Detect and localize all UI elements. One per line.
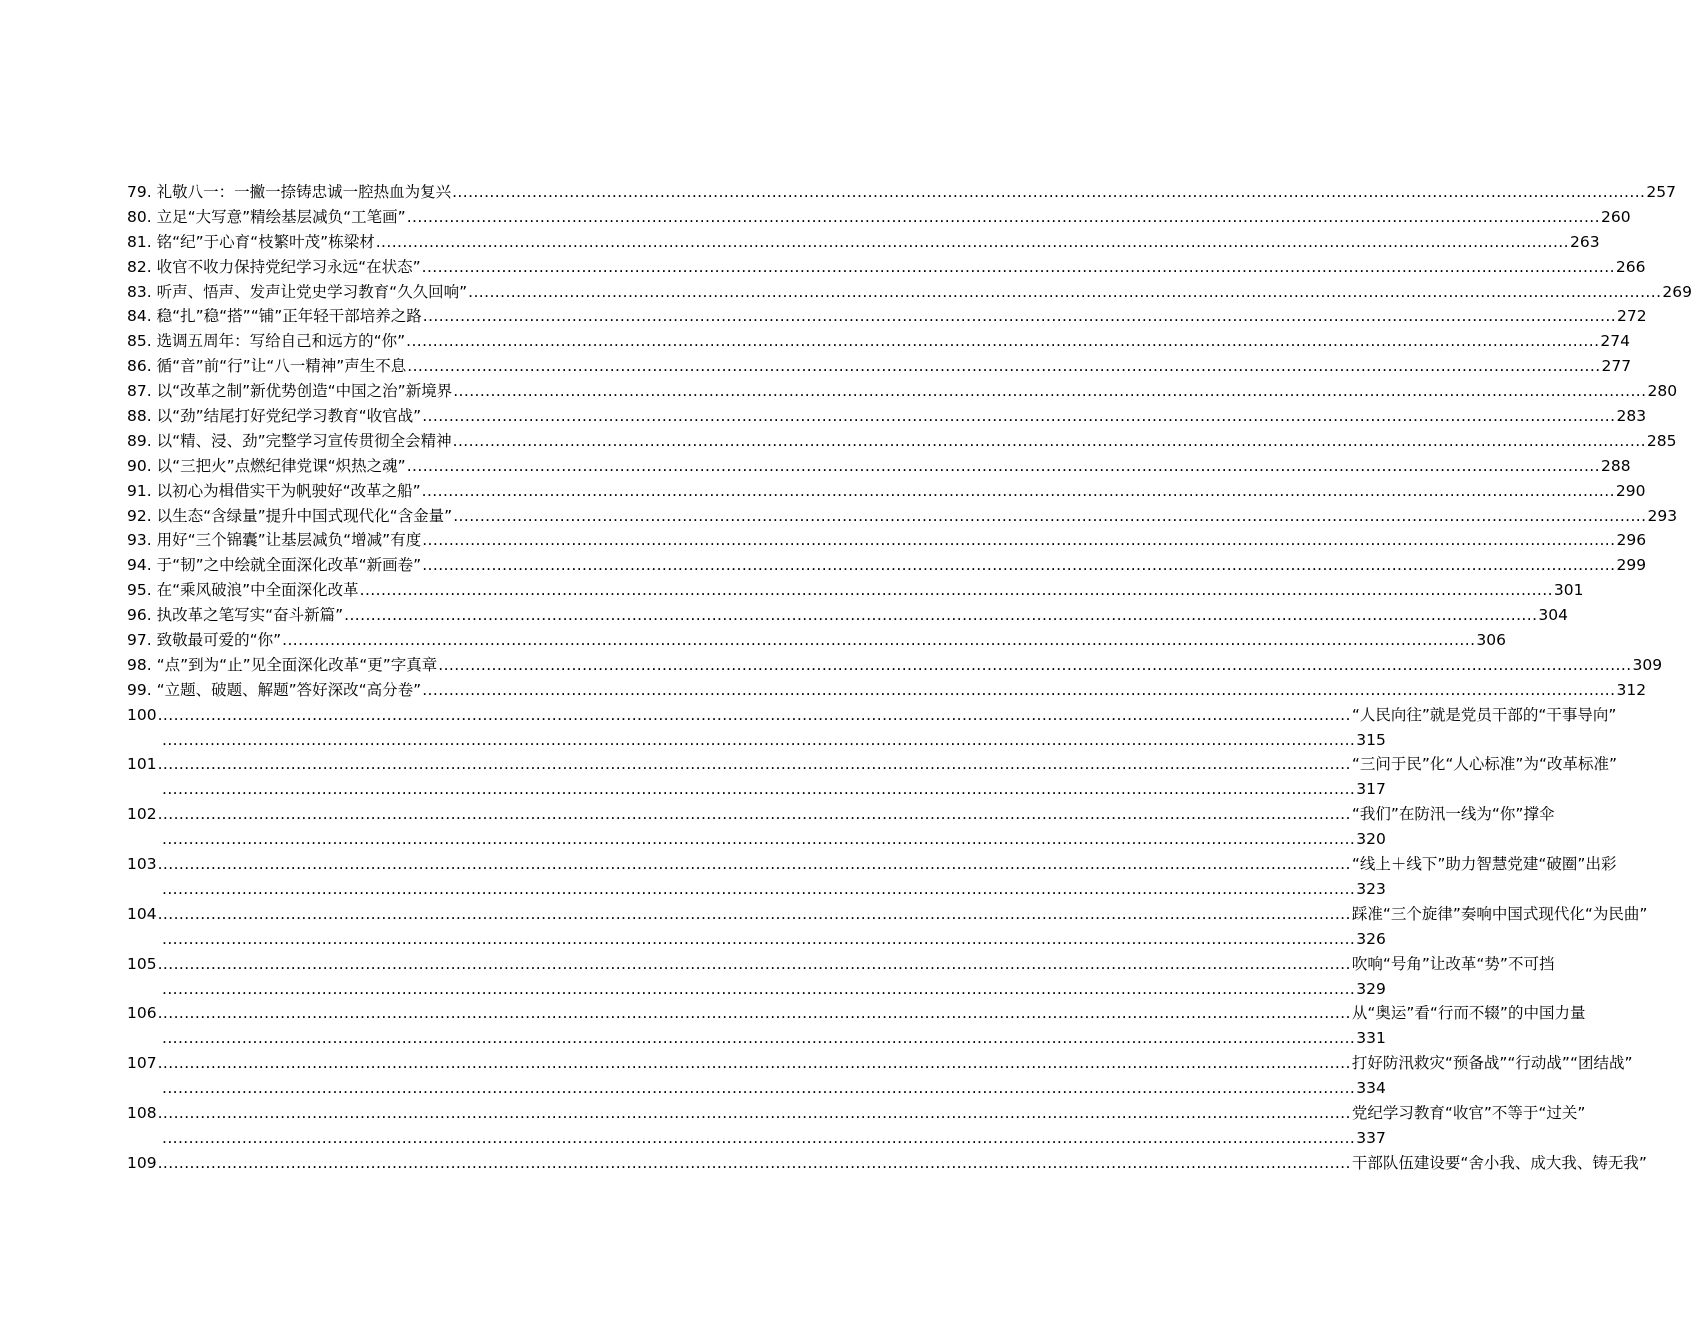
toc-entry[interactable] [127, 752, 1618, 777]
dot-leader [422, 255, 1615, 280]
dot-leader [158, 1001, 1351, 1026]
toc-entry[interactable] [127, 454, 1631, 479]
dot-leader [158, 703, 1351, 728]
toc-entry-title: 打好防汛救灾“预备战”“行动战”“团结战” [1351, 1054, 1633, 1073]
toc-entry-title: 循“音”前“行”让“八一精神”声生不息 [156, 357, 407, 376]
toc-entry-title: 立足“大写意”精绘基层减负“工笔画” [156, 207, 406, 226]
dot-leader [158, 952, 1351, 977]
toc-entry[interactable] [127, 429, 1677, 454]
toc-entry-number: 89. [127, 431, 152, 450]
toc-entry-continuation [127, 1076, 1386, 1101]
toc-entry-page: 269 [1662, 282, 1692, 301]
toc-entry-title: 从“奥运”看“行而不辍”的中国力量 [1351, 1004, 1586, 1023]
toc-entry[interactable] [127, 180, 1676, 205]
toc-entry-number: 84. [127, 307, 152, 326]
toc-entry-continuation [127, 827, 1386, 852]
toc-entry-title: 以“三把火”点燃纪律党课“炽热之魂” [156, 456, 406, 475]
toc-entry[interactable] [127, 528, 1647, 553]
dot-leader [162, 1126, 1355, 1151]
dot-leader [376, 230, 1569, 255]
toc-entry-page: 296 [1616, 531, 1647, 550]
dot-leader [453, 504, 1646, 529]
toc-entry-title: 以“劲”结尾打好党纪学习教育“收官战” [156, 407, 422, 426]
toc-entry[interactable] [127, 1001, 1586, 1026]
toc-entry[interactable] [127, 255, 1646, 280]
toc-entry-page: 331 [1356, 1029, 1386, 1048]
dot-leader [468, 280, 1661, 305]
toc-entry-number: 90. [127, 456, 152, 475]
toc-entry[interactable] [127, 304, 1647, 329]
toc-entry[interactable] [127, 653, 1663, 678]
dot-leader [282, 628, 1475, 653]
toc-entry-title: 礼敬八一：一撇一捺铸忠诚一腔热血为复兴 [156, 183, 452, 201]
toc-entry[interactable] [127, 404, 1647, 429]
dot-leader [423, 304, 1616, 329]
toc-entry-page: 263 [1569, 232, 1600, 251]
dot-leader [453, 379, 1646, 404]
dot-leader [438, 653, 1631, 678]
dot-leader [162, 1076, 1355, 1101]
toc-entry[interactable] [127, 329, 1630, 354]
dot-leader [162, 977, 1355, 1002]
toc-entry-number: 109 [127, 1153, 157, 1172]
toc-entry-number: 101 [127, 755, 157, 774]
toc-entry-number: 86. [127, 357, 152, 376]
toc-entry-page: 285 [1646, 431, 1677, 450]
dot-leader [344, 603, 1537, 628]
dot-leader [406, 329, 1599, 354]
toc-entry-number: 98. [127, 655, 152, 674]
toc-entry-page: 299 [1616, 556, 1647, 575]
toc-entry-page: 309 [1632, 655, 1663, 674]
dot-leader [158, 1151, 1351, 1176]
dot-leader [162, 728, 1355, 753]
toc-entry-number: 104 [127, 904, 157, 923]
toc-entry-number: 83. [127, 282, 152, 301]
toc-entry-page: 257 [1646, 183, 1676, 201]
toc-entry-page: 329 [1356, 979, 1386, 998]
toc-entry-title: 铭“纪”于心育“枝繁叶茂”栋梁材 [156, 232, 375, 251]
toc-entry-title: 以“精、浸、劲”完整学习宣传贯彻全会精神 [156, 431, 452, 450]
dot-leader [162, 877, 1355, 902]
toc-entry[interactable] [127, 205, 1631, 230]
toc-entry-title: “三问于民”化“人心标准”为“改革标准” [1351, 755, 1618, 774]
toc-entry-number: 95. [127, 581, 152, 600]
toc-entry-number: 85. [127, 332, 152, 351]
toc-entry-continuation [127, 927, 1386, 952]
toc-entry-page: 260 [1600, 207, 1631, 226]
toc-entry-page: 323 [1356, 879, 1386, 898]
toc-entry-page: 301 [1553, 581, 1584, 600]
toc-entry[interactable] [127, 1151, 1647, 1176]
dot-leader [158, 752, 1351, 777]
toc-entry-title: “立题、破题、解题”答好深改“高分卷” [156, 680, 422, 699]
dot-leader [162, 927, 1355, 952]
dot-leader [158, 1051, 1351, 1076]
toc-entry-page: 283 [1616, 407, 1647, 426]
toc-entry-number: 88. [127, 407, 152, 426]
toc-entry-title: 吹响“号角”让改革“势”不可挡 [1351, 954, 1555, 973]
toc-entry[interactable] [127, 952, 1555, 977]
toc-entry-page: 326 [1356, 929, 1386, 948]
toc-entry-number: 94. [127, 556, 152, 575]
toc-entry-number: 79. [127, 183, 152, 201]
dot-leader [422, 678, 1615, 703]
toc-entry-page: 266 [1615, 257, 1646, 276]
toc-entry-number: 106 [127, 1004, 157, 1023]
toc-entry-number: 82. [127, 257, 152, 276]
toc-entry-page: 317 [1356, 780, 1386, 799]
toc-entry-page: 320 [1356, 830, 1386, 849]
toc-entry[interactable] [127, 1051, 1633, 1076]
dot-leader [158, 1101, 1351, 1126]
toc-entry[interactable] [127, 553, 1647, 578]
toc-entry-title: 致敬最可爱的“你” [156, 631, 282, 650]
toc-entry-title: 在“乘风破浪”中全面深化改革 [156, 581, 359, 600]
dot-leader [162, 777, 1355, 802]
dot-leader [422, 479, 1615, 504]
dot-leader [162, 1026, 1355, 1051]
toc-entry-title: “点”到为“止”见全面深化改革“更”字真章 [156, 655, 438, 674]
toc-entry[interactable] [127, 578, 1584, 603]
toc-entry-page: 277 [1601, 357, 1632, 376]
toc-entry-title: 稳“扎”稳“搭”“铺”正年轻干部培养之路 [156, 307, 422, 326]
toc-entry-continuation [127, 977, 1386, 1002]
dot-leader [407, 205, 1600, 230]
toc-entry-number: 107 [127, 1054, 157, 1073]
toc-entry-number: 103 [127, 855, 157, 874]
toc-entry-title: “线上＋线下”助力智慧党建“破圈”出彩 [1351, 855, 1617, 874]
toc-entry-number: 91. [127, 481, 152, 500]
toc-entry-page: 272 [1617, 307, 1647, 326]
toc-entry-title: 以初心为楫借实干为帆驶好“改革之船” [156, 481, 421, 500]
toc-entry-continuation [127, 777, 1386, 802]
dot-leader [407, 454, 1600, 479]
toc-entry-title: 用好“三个锦囊”让基层减负“增减”有度 [156, 531, 422, 550]
toc-entry[interactable] [127, 280, 1692, 305]
toc-entry-page: 293 [1647, 506, 1678, 525]
toc-entry-title: 执改革之笔写实“奋斗新篇” [156, 606, 344, 625]
toc-entry-page: 288 [1600, 456, 1631, 475]
toc-entry-number: 80. [127, 207, 152, 226]
toc-entry-page: 337 [1356, 1128, 1386, 1147]
toc-entry-title: 干部队伍建设要“舍小我、成大我、铸无我” [1351, 1153, 1647, 1172]
toc-entry[interactable] [127, 504, 1678, 529]
toc-entry-title: 以“改革之制”新优势创造“中国之治”新境界 [156, 382, 453, 401]
toc-entry[interactable] [127, 678, 1647, 703]
toc-entry[interactable] [127, 230, 1600, 255]
toc-entry-title: “人民向往”就是党员干部的“干事导向” [1351, 705, 1617, 724]
toc-entry-title: 踩准“三个旋律”奏响中国式现代化“为民曲” [1351, 904, 1648, 923]
toc-entry[interactable] [127, 354, 1632, 379]
dot-leader [158, 802, 1351, 827]
toc-entry[interactable] [127, 479, 1646, 504]
toc-entry-number: 96. [127, 606, 152, 625]
toc-entry-page: 274 [1600, 332, 1630, 351]
toc-entry-number: 87. [127, 382, 152, 401]
dot-leader [162, 827, 1355, 852]
toc-entry-title: 收官不收力保持党纪学习永远“在状态” [156, 257, 421, 276]
toc-entry-number: 81. [127, 232, 152, 251]
toc-entry-continuation [127, 728, 1386, 753]
toc-entry-number: 102 [127, 805, 157, 824]
toc-entry-page: 290 [1615, 481, 1646, 500]
toc-entry-page: 312 [1616, 680, 1647, 699]
dot-leader [360, 578, 1553, 603]
toc-entry-page: 306 [1476, 631, 1506, 650]
toc-entry[interactable] [127, 603, 1568, 628]
toc-entry-continuation [127, 1126, 1386, 1151]
toc-entry-number: 97. [127, 631, 152, 650]
dot-leader [158, 902, 1351, 927]
dot-leader [422, 404, 1615, 429]
toc-entry-number: 105 [127, 954, 157, 973]
toc-entry-continuation [127, 877, 1386, 902]
toc-entry-continuation [127, 1026, 1386, 1051]
dot-leader [422, 528, 1615, 553]
dot-leader [452, 180, 1645, 205]
toc-entry-title: 于“韧”之中绘就全面深化改革“新画卷” [156, 556, 422, 575]
toc-entry[interactable] [127, 379, 1678, 404]
dot-leader [422, 553, 1615, 578]
toc-entry-title: 党纪学习教育“收官”不等于“过关” [1351, 1103, 1586, 1122]
table-of-contents [127, 180, 1692, 1176]
toc-entry[interactable] [127, 1101, 1586, 1126]
toc-entry-page: 315 [1356, 730, 1386, 749]
toc-entry-page: 334 [1356, 1079, 1386, 1098]
dot-leader [158, 852, 1351, 877]
toc-entry-page: 280 [1647, 382, 1678, 401]
dot-leader [453, 429, 1646, 454]
toc-entry[interactable] [127, 902, 1648, 927]
toc-entry[interactable] [127, 852, 1617, 877]
toc-entry[interactable] [127, 802, 1555, 827]
toc-entry[interactable] [127, 703, 1617, 728]
toc-entry-title: 听声、悟声、发声让党史学习教育“久久回响” [156, 282, 468, 301]
toc-entry-page: 304 [1538, 606, 1568, 625]
toc-entry-title: 以生态“含绿量”提升中国式现代化“含金量” [156, 506, 453, 525]
toc-entry-number: 100 [127, 705, 157, 724]
toc-entry[interactable] [127, 628, 1506, 653]
toc-entry-title: 选调五周年：写给自己和远方的“你” [156, 332, 406, 351]
toc-entry-number: 99. [127, 680, 152, 699]
dot-leader [407, 354, 1600, 379]
toc-entry-number: 108 [127, 1103, 157, 1122]
toc-entry-number: 92. [127, 506, 152, 525]
toc-entry-number: 93. [127, 531, 152, 550]
toc-entry-title: “我们”在防汛一线为“你”撑伞 [1351, 805, 1555, 824]
